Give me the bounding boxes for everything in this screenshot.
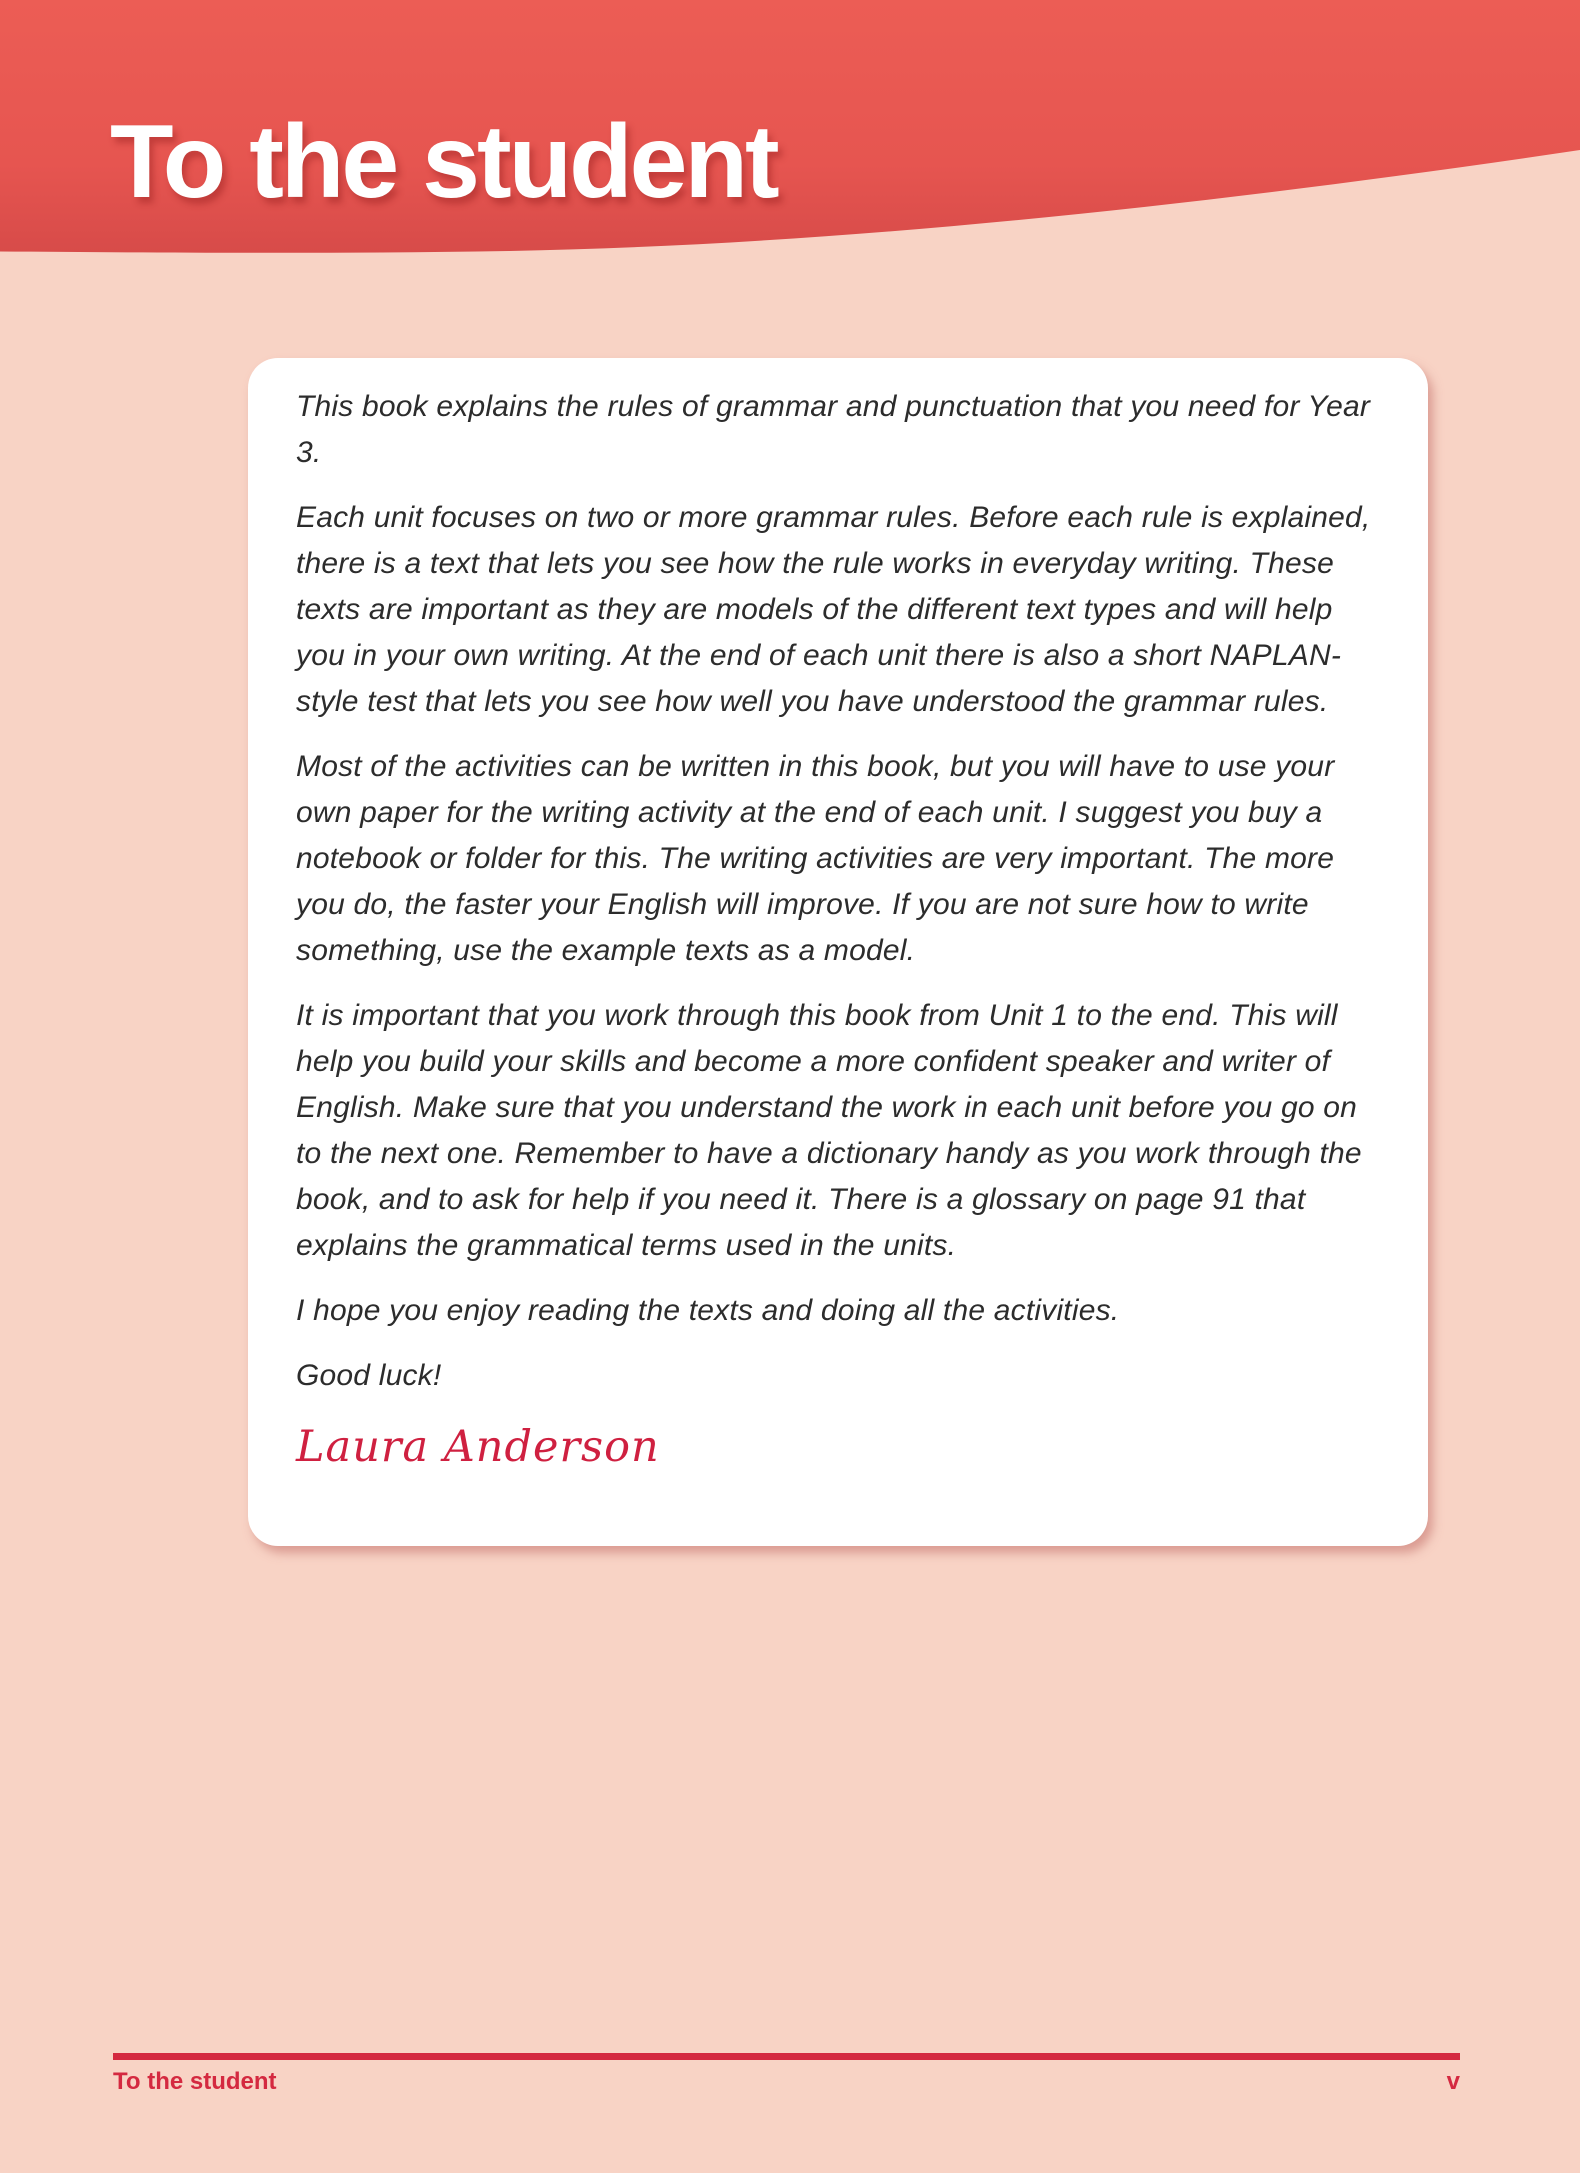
intro-paragraph-3: Most of the activities can be written in this book, but you will have to use your own paper for the writing activity at the end of each unit. I suggest you buy a notebook or folder for this. The writing activities are very important. The more you do, the faster your English will improve. If you are not sure how to write something, use the example texts as a model. [296, 750, 1335, 967]
intro-paragraph-6: Good luck! [296, 1359, 442, 1392]
intro-card [248, 358, 1428, 1546]
footer-page-number: v [1446, 2068, 1460, 2095]
intro-paragraph-1: This book explains the rules of grammar and punctuation that you need for Year 3. [296, 390, 1371, 469]
intro-paragraph-5: I hope you enjoy reading the texts and doing all the activities. [296, 1294, 1120, 1327]
intro-paragraph-2: Each unit focuses on two or more grammar rules. Before each rule is explained, there is a text that lets you see how the rule works in everyday writing. These texts are important as they are models of the different text types and will help you in your own writing. At the end of each unit there is also a short NAPLAN-style test that lets you see how well you have understood the grammar rules. [296, 501, 1371, 718]
page-header-band [0, 0, 1580, 262]
footer-rule [113, 2053, 1460, 2060]
page-footer [113, 2068, 1460, 2096]
page-title: To the student [110, 104, 777, 220]
footer-section-label: To the student [113, 2068, 277, 2095]
author-signature: Laura Anderson [296, 1422, 660, 1472]
intro-paragraph-4: It is important that you work through this book from Unit 1 to the end. This will help you build your skills and become a more confident speaker and writer of English. Make sure that you understand the work in each unit before you go on to the next one. Remember to have a dictionary handy as you work through the book, and to ask for help if you need it. There is a glossary on page 91 that explains the grammatical terms used in the units. [296, 999, 1362, 1262]
